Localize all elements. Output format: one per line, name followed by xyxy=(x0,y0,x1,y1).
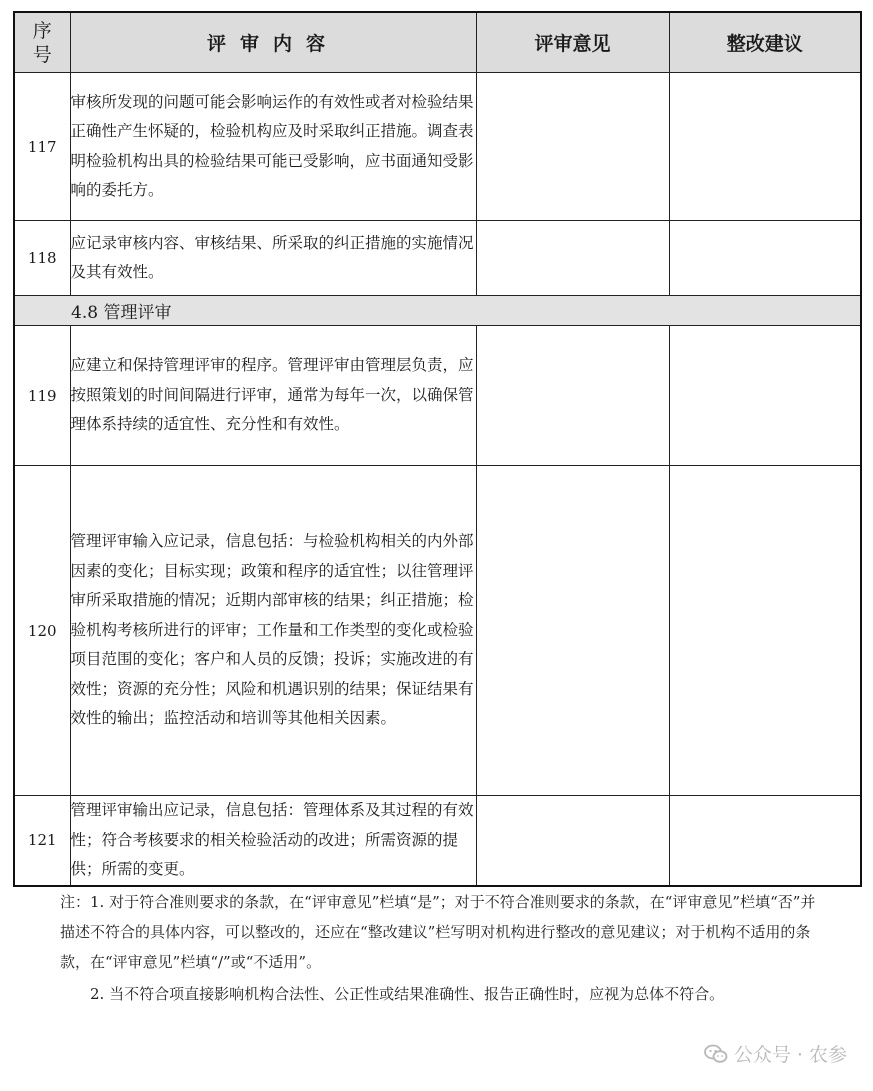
row-number: 118 xyxy=(14,221,70,296)
opinion-cell[interactable] xyxy=(476,796,669,886)
row-content: 管理评审输出应记录，信息包括：管理体系及其过程的有效性；符合考核要求的相关检验活动的改进；所需资源的提供；所需的变更。 xyxy=(70,796,476,886)
wechat-icon xyxy=(704,1044,728,1064)
notes xyxy=(60,887,820,1009)
opinion-cell[interactable] xyxy=(476,221,669,296)
header-row xyxy=(14,12,861,73)
header-suggestion: 整改建议 xyxy=(669,12,861,73)
row-number: 119 xyxy=(14,326,70,466)
table-row xyxy=(14,466,861,796)
suggestion-cell[interactable] xyxy=(669,73,861,221)
watermark-text: 公众号 · 农参 xyxy=(733,1044,847,1066)
row-content: 管理评审输入应记录，信息包括：与检验机构相关的内外部因素的变化；目标实现；政策和程序的适宜性；以往管理评审所采取措施的情况；近期内部审核的结果；纠正措施；检验机构考核所进行的评审；工作量和工作类型的变化或检验项目范围的变化；客户和人员的反馈；投诉；实施改进的有效性；资源的充分性；风险和机遇识别的结果；保证结果有效性的输出；监控活动和培训等其他相关因素。 xyxy=(70,466,476,796)
header-no: 序 号 xyxy=(14,12,70,73)
header-opinion: 评审意见 xyxy=(476,12,669,73)
section-title: 4.8 管理评审 xyxy=(14,296,861,326)
opinion-cell[interactable] xyxy=(476,73,669,221)
note-1: 注：1. 对于符合准则要求的条款，在“评审意见”栏填“是”；对于不符合准则要求的条款，在“评审意见”栏填“否”并描述不符合的具体内容，可以整改的，还应在“整改建议”栏写明对机构进行整改的意见建议；对于机构不适用的条款，在“评审意见”栏填“/”或“不适用”。 xyxy=(60,893,816,971)
row-content: 应建立和保持管理评审的程序。管理评审由管理层负责，应按照策划的时间间隔进行评审，通常为每年一次，以确保管理体系持续的适宜性、充分性和有效性。 xyxy=(70,326,476,466)
suggestion-cell[interactable] xyxy=(669,221,861,296)
opinion-cell[interactable] xyxy=(476,326,669,466)
suggestion-cell[interactable] xyxy=(669,326,861,466)
watermark xyxy=(704,1040,847,1067)
section-row xyxy=(14,296,861,326)
row-content: 应记录审核内容、审核结果、所采取的纠正措施的实施情况及其有效性。 xyxy=(70,221,476,296)
suggestion-cell[interactable] xyxy=(669,796,861,886)
table-row xyxy=(14,326,861,466)
row-number: 117 xyxy=(14,73,70,221)
suggestion-cell[interactable] xyxy=(669,466,861,796)
row-number: 120 xyxy=(14,466,70,796)
row-content: 审核所发现的问题可能会影响运作的有效性或者对检验结果正确性产生怀疑的，检验机构应及时采取纠正措施。调查表明检验机构出具的检验结果可能已受影响，应书面通知受影响的委托方。 xyxy=(70,73,476,221)
table-row xyxy=(14,796,861,886)
opinion-cell[interactable] xyxy=(476,466,669,796)
table-row xyxy=(14,221,861,296)
row-number: 121 xyxy=(14,796,70,886)
note-2: 2. 当不符合项直接影响机构合法性、公正性或结果准确性、报告正确性时，应视为总体不符合。 xyxy=(90,985,725,1003)
review-table xyxy=(13,11,862,887)
header-content: 评审内容 xyxy=(70,12,476,73)
table-row xyxy=(14,73,861,221)
